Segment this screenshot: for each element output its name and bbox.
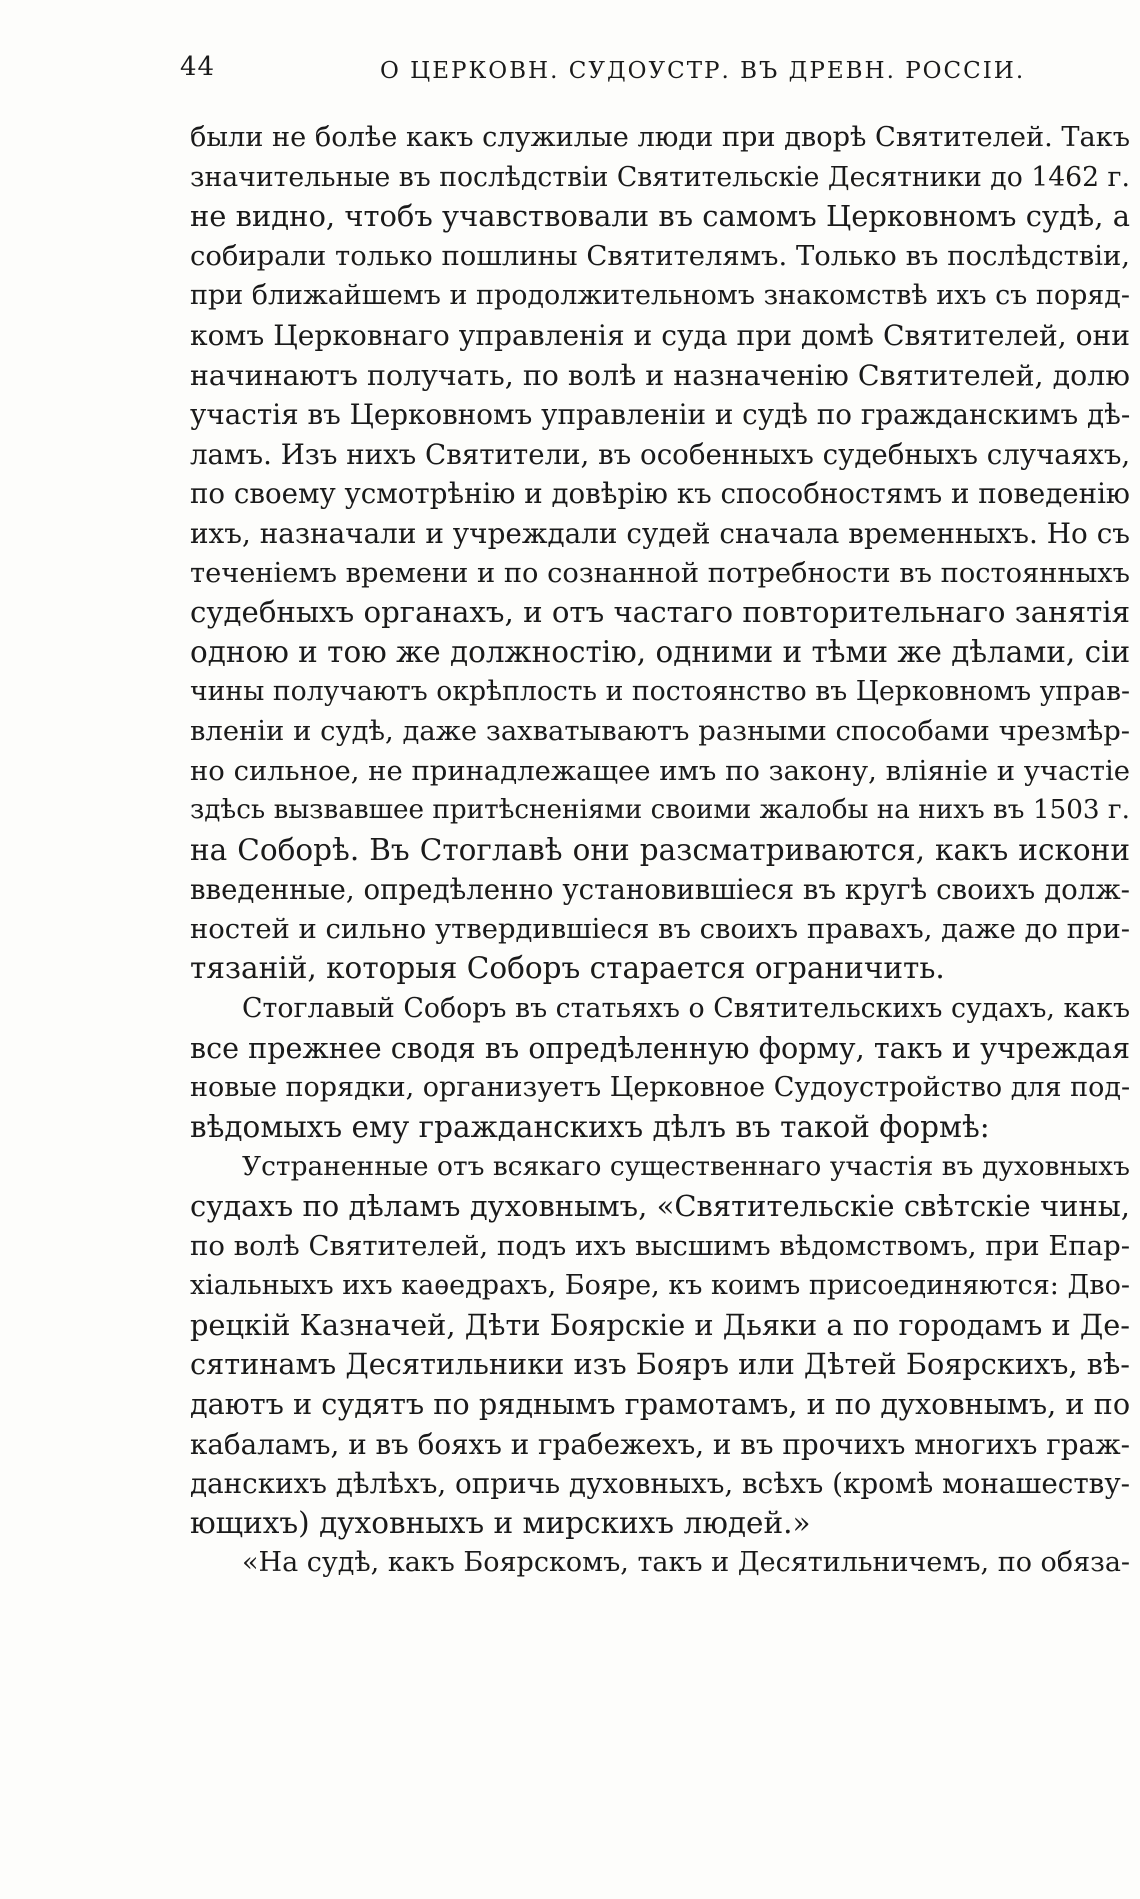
text-line: все прежнее сводя въ опредѣленную форму, такъ и учреждая xyxy=(190,1030,1130,1065)
text-line: по своему усмотрѣнію и довѣрію къ способностямъ и поведенію xyxy=(190,477,1130,511)
page-body xyxy=(190,118,1130,1583)
text-line: но сильное, не принадлежащее имъ по закону, вліяніе и участіе xyxy=(190,755,1130,787)
text-line: даютъ и судятъ по ряднымъ грамотамъ, и по духовнымъ, и по xyxy=(190,1387,1131,1421)
text-line: ламъ. Изъ нихъ Святители, въ особенныхъ судебныхъ случаяхъ, xyxy=(190,437,1131,471)
text-line: Устраненные отъ всякаго существеннаго участія въ духовныхъ xyxy=(242,1151,1130,1183)
paragraph-2 xyxy=(190,989,1130,1147)
text-line: тязаній, которыя Соборъ старается ограничить. xyxy=(190,951,945,986)
text-line: вѣдомыхъ ему гражданскихъ дѣлъ въ такой формѣ: xyxy=(190,1109,990,1144)
text-line: введенные, опредѣленно установившіеся въ кругѣ своихъ долж- xyxy=(190,873,1130,907)
text-line: данскихъ дѣлѣхъ, опричь духовныхъ, всѣхъ (кромѣ монашеству- xyxy=(190,1467,1131,1501)
text-line: теченіемъ времени и по сознанной потребности въ постоянныхъ xyxy=(190,557,1130,589)
text-line: судебныхъ органахъ, и отъ частаго повторительнаго занятія xyxy=(190,595,1131,630)
text-line: ющихъ) духовныхъ и мирскихъ людей.» xyxy=(190,1505,811,1540)
text-line: по волѣ Святителей, подъ ихъ высшимъ вѣдомствомъ, при Епар- xyxy=(190,1229,1131,1262)
text-line: вленіи и судѣ, даже захватываютъ разными способами чрезмѣр- xyxy=(190,715,1130,747)
text-line: одною и тою же должностію, одними и тѣми же дѣлами, сіи xyxy=(190,634,1131,669)
text-line: значительные въ послѣдствіи Святительскіе Десятники до 1462 г. xyxy=(190,161,1130,193)
text-line: ихъ, назначали и учреждали судей сначала временныхъ. Но съ xyxy=(190,516,1130,550)
text-line: новые порядки, организуетъ Церковное Судоустройство для под- xyxy=(190,1072,1131,1104)
text-line: начинаютъ получать, по волѣ и назначенію Святителей, долю xyxy=(190,358,1130,392)
text-line: были не болѣе какъ служилые люди при дворѣ Святителей. Такъ xyxy=(190,122,1130,153)
paragraph-1 xyxy=(190,118,1130,989)
text-line: ностей и сильно утвердившіеся въ своихъ правахъ, даже до при- xyxy=(190,913,1131,945)
text-line: участія въ Церковномъ управленіи и судѣ по гражданскимъ дѣ- xyxy=(190,398,1131,432)
text-line: рецкій Казначей, Дѣти Боярскіе и Дьяки а по городамъ и Де- xyxy=(190,1307,1130,1342)
text-line: Стоглавый Соборъ въ статьяхъ о Святительскихъ судахъ, какъ xyxy=(242,993,1130,1025)
text-line: комъ Церковнаго управленія и суда при домѣ Святителей, они xyxy=(190,318,1130,352)
paragraph-4 xyxy=(190,1543,1130,1583)
text-line: чины получаютъ окрѣплость и постоянство въ Церковномъ управ- xyxy=(190,676,1130,708)
text-line: хіальныхъ ихъ каѳедрахъ, Бояре, къ коимъ присоединяются: Дво- xyxy=(190,1270,1130,1302)
text-line: на Соборѣ. Въ Стоглавѣ они разсматриваются, какъ искони xyxy=(190,832,1130,867)
paragraph-3 xyxy=(190,1147,1130,1543)
text-line: судахъ по дѣламъ духовнымъ, «Святительскіе свѣтскіе чины, xyxy=(190,1189,1130,1224)
running-title: О ЦЕРКОВН. СУДОУСТР. ВЪ ДРЕВН. РОССІИ. xyxy=(380,58,1026,84)
text-line: собирали только пошлины Святителямъ. Только въ послѣдствіи, xyxy=(190,240,1130,272)
page-number: 44 xyxy=(180,52,216,82)
text-line: здѣсь вызвавшее притѣсненіями своими жалобы на нихъ въ 1503 г. xyxy=(190,795,1130,826)
text-line: кабаламъ, и въ бояхъ и грабежехъ, и въ прочихъ многихъ граж- xyxy=(190,1427,1130,1461)
text-line: сятинамъ Десятильники изъ Бояръ или Дѣтей Боярскихъ, вѣ- xyxy=(190,1347,1130,1382)
text-line: не видно, чтобъ учавствовали въ самомъ Церковномъ судѣ, а xyxy=(190,199,1130,234)
text-line: «На судѣ, какъ Боярскомъ, такъ и Десятильничемъ, по обяза- xyxy=(242,1547,1131,1579)
text-line: при ближайшемъ и продолжительномъ знакомствѣ ихъ съ поряд- xyxy=(190,280,1130,312)
